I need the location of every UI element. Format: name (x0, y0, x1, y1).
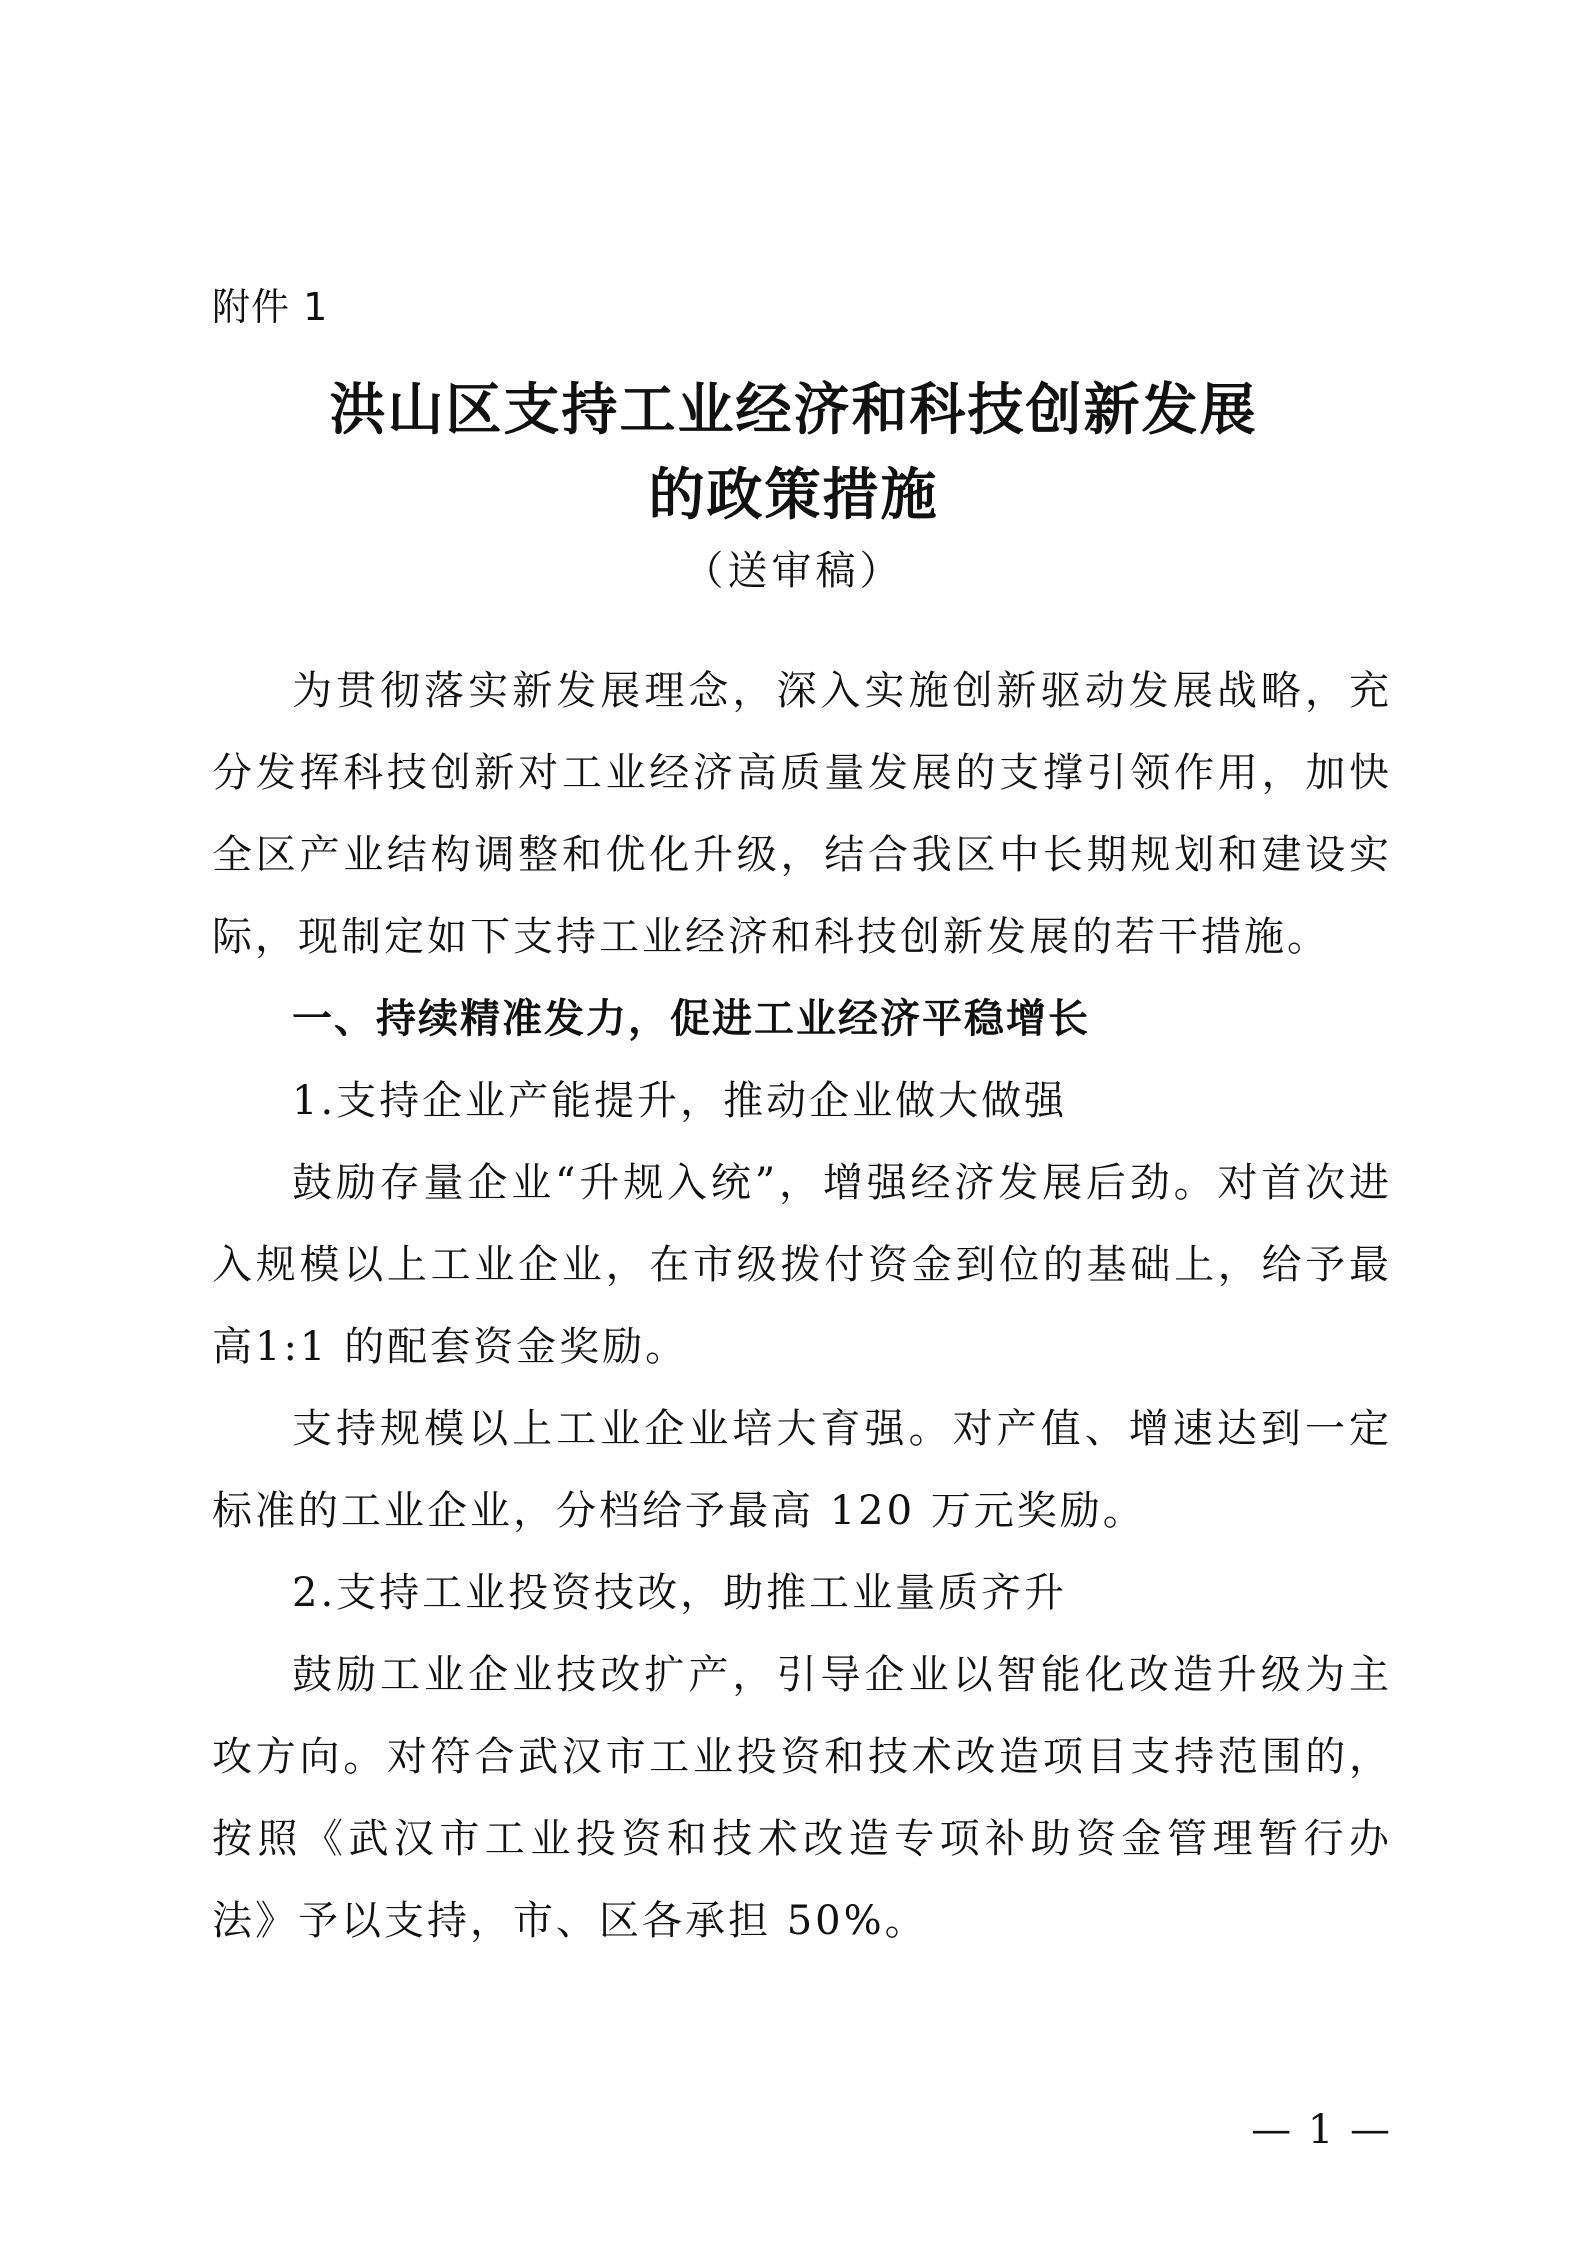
document-title-line2: 的政策措施 (648, 463, 939, 528)
intro-paragraph: 为贯彻落实新发展理念，深入实施创新驱动发展战略，充分发挥科技创新对工业经济高质量发展的支撑引领作用，加快全区产业结构调整和优化升级，结合我区中长期规划和建设实际，现制定如下支持工业经济和科技创新发展的若干措施。 (212, 668, 1392, 960)
item-heading-2: 2.支持工业投资技改，助推工业量质齐升 (292, 1570, 1068, 1616)
document-subtitle: （送审稿） (683, 548, 904, 594)
item1-paragraph-2: 支持规模以上工业企业培大育强。对产值、增速达到一定标准的工业企业，分档给予最高 120 万元奖励。 (212, 1406, 1392, 1534)
document-title-line1: 洪山区支持工业经济和科技创新发展 (329, 378, 1258, 443)
item-heading-1: 1.支持企业产能提升，推动企业做大做强 (292, 1078, 1068, 1124)
item1-paragraph-1: 鼓励存量企业“升规入统”，增强经济发展后劲。对首次进入规模以上工业企业，在市级拨付资金到位的基础上，给予最高1:1 的配套资金奖励。 (212, 1160, 1392, 1370)
page-number: — 1 — (1251, 2107, 1392, 2153)
attachment-label: 附件 1 (212, 285, 329, 329)
section-heading-1: 一、持续精准发力，促进工业经济平稳增长 (292, 996, 1090, 1042)
item2-paragraph-1: 鼓励工业企业技改扩产，引导企业以智能化改造升级为主攻方向。对符合武汉市工业投资和技术改造项目支持范围的，按照《武汉市工业投资和技术改造专项补助资金管理暂行办法》予以支持，市、区各承担 50%。 (212, 1652, 1392, 1944)
document-body (212, 650, 1392, 1962)
